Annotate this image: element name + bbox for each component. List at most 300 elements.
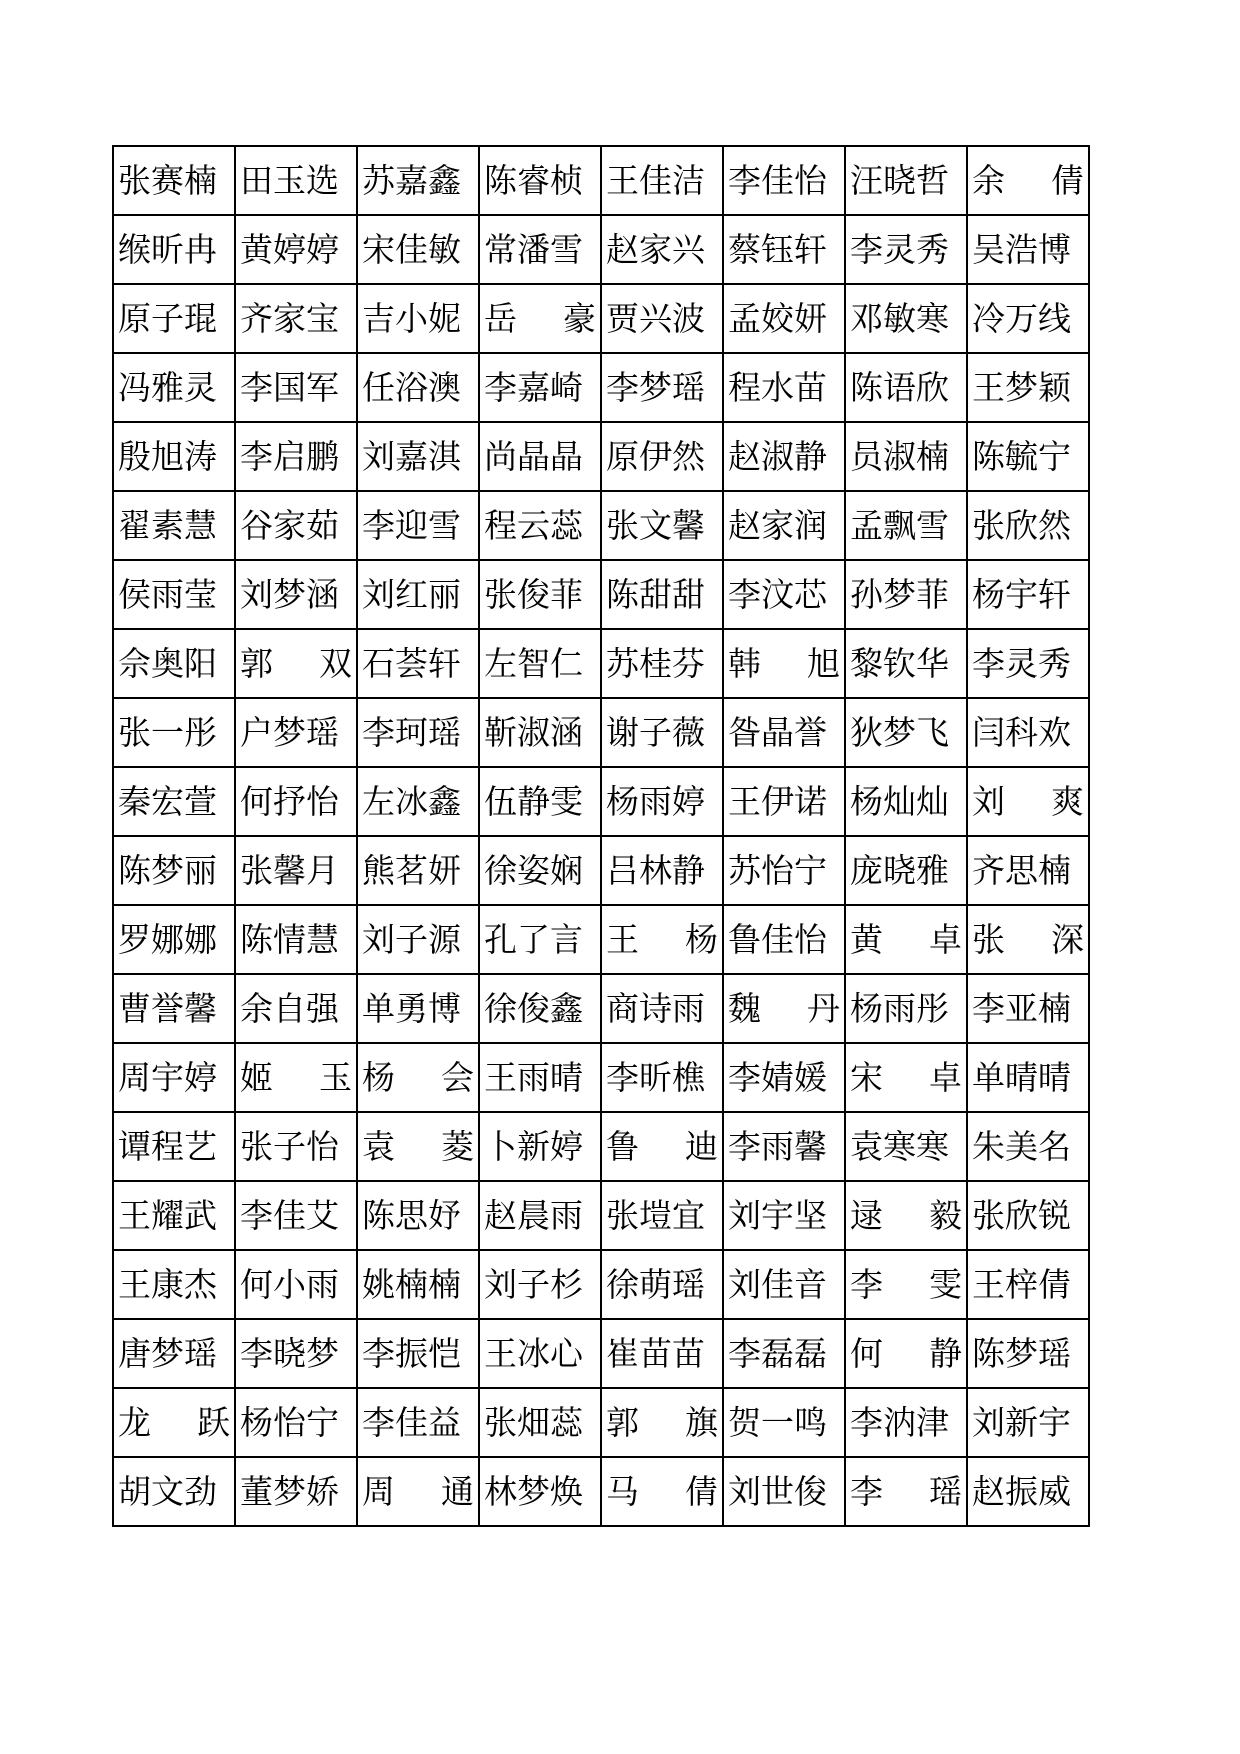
student-name: 张子怡 <box>240 1127 339 1166</box>
student-name: 王康杰 <box>118 1265 217 1304</box>
student-name: 李佳怡 <box>728 161 827 200</box>
name-cell <box>601 1319 723 1388</box>
name-cell <box>113 491 235 560</box>
name-cell <box>113 974 235 1043</box>
student-name: 郭 旗 <box>606 1403 718 1442</box>
name-cell <box>845 836 967 905</box>
name-cell <box>235 491 357 560</box>
name-cell <box>723 1043 845 1112</box>
name-cell <box>967 974 1089 1043</box>
name-cell <box>967 698 1089 767</box>
name-cell <box>235 1457 357 1526</box>
student-name: 李 瑶 <box>850 1472 962 1511</box>
name-cell <box>601 215 723 284</box>
student-name: 石荟轩 <box>362 644 461 683</box>
name-cell <box>113 698 235 767</box>
student-name: 刘子杉 <box>484 1265 583 1304</box>
student-name: 周宇婷 <box>118 1058 217 1097</box>
student-name: 余 倩 <box>972 161 1084 200</box>
name-cell <box>479 1319 601 1388</box>
table-row <box>113 1250 1089 1319</box>
student-name: 崔苗苗 <box>606 1334 705 1373</box>
name-cell <box>479 422 601 491</box>
name-cell <box>235 698 357 767</box>
name-cell <box>357 1112 479 1181</box>
student-name: 靳淑涵 <box>484 713 583 752</box>
name-cell <box>601 1388 723 1457</box>
name-cell <box>479 1181 601 1250</box>
student-name: 何抒怡 <box>240 782 339 821</box>
name-cell <box>235 146 357 215</box>
student-name: 徐萌瑶 <box>606 1265 705 1304</box>
name-cell <box>113 146 235 215</box>
name-cell <box>967 146 1089 215</box>
name-cell <box>235 284 357 353</box>
student-name: 孔了言 <box>484 920 583 959</box>
name-cell <box>967 629 1089 698</box>
name-cell <box>723 353 845 422</box>
name-cell <box>723 284 845 353</box>
table-row <box>113 1319 1089 1388</box>
name-cell <box>601 1457 723 1526</box>
student-name: 王耀武 <box>118 1196 217 1235</box>
student-name: 杨灿灿 <box>850 782 949 821</box>
student-name: 原子琨 <box>118 299 217 338</box>
name-cell <box>845 284 967 353</box>
name-cell <box>357 215 479 284</box>
name-cell <box>845 767 967 836</box>
name-cell <box>601 491 723 560</box>
name-cell <box>845 1250 967 1319</box>
student-name: 赵振威 <box>972 1472 1071 1511</box>
student-name: 汪晓哲 <box>850 161 949 200</box>
student-name: 赵晨雨 <box>484 1196 583 1235</box>
name-cell <box>601 1112 723 1181</box>
name-cell <box>967 1457 1089 1526</box>
student-name: 杨宇轩 <box>972 575 1071 614</box>
name-cell <box>601 629 723 698</box>
student-name: 张馨月 <box>240 851 339 890</box>
student-name: 陈情慧 <box>240 920 339 959</box>
name-cell <box>357 1250 479 1319</box>
name-cell <box>357 146 479 215</box>
name-cell <box>723 1457 845 1526</box>
table-row <box>113 836 1089 905</box>
student-name: 李雨馨 <box>728 1127 827 1166</box>
student-name: 岳 豪 <box>484 299 596 338</box>
student-name: 李珂瑶 <box>362 713 461 752</box>
student-name: 陈语欣 <box>850 368 949 407</box>
name-cell <box>479 1457 601 1526</box>
student-name: 刘世俊 <box>728 1472 827 1511</box>
name-cell <box>967 422 1089 491</box>
table-row <box>113 1043 1089 1112</box>
name-cell <box>357 1043 479 1112</box>
name-cell <box>235 905 357 974</box>
student-name: 李振恺 <box>362 1334 461 1373</box>
student-name: 田玉选 <box>240 161 339 200</box>
student-name: 苏怡宁 <box>728 851 827 890</box>
name-cell <box>235 1181 357 1250</box>
name-cell <box>845 974 967 1043</box>
student-name: 程云蕊 <box>484 506 583 545</box>
student-name: 王佳洁 <box>606 161 705 200</box>
name-cell <box>967 1112 1089 1181</box>
student-name: 杨雨婷 <box>606 782 705 821</box>
name-cell <box>357 698 479 767</box>
student-name: 左智仁 <box>484 644 583 683</box>
name-cell <box>845 353 967 422</box>
student-name: 胡文劲 <box>118 1472 217 1511</box>
student-name: 李迎雪 <box>362 506 461 545</box>
name-cell <box>601 836 723 905</box>
student-name: 尚晶晶 <box>484 437 583 476</box>
name-cell <box>967 767 1089 836</box>
student-name: 李灵秀 <box>850 230 949 269</box>
name-cell <box>967 284 1089 353</box>
table-row <box>113 1181 1089 1250</box>
student-name: 左冰鑫 <box>362 782 461 821</box>
student-name: 郭 双 <box>240 644 352 683</box>
name-cell <box>235 836 357 905</box>
name-cell <box>601 560 723 629</box>
table-row <box>113 1457 1089 1526</box>
student-name: 李婧媛 <box>728 1058 827 1097</box>
name-cell <box>357 767 479 836</box>
student-name: 杨雨彤 <box>850 989 949 1028</box>
student-name: 张畑蕊 <box>484 1403 583 1442</box>
name-cell <box>601 353 723 422</box>
name-cell <box>967 836 1089 905</box>
name-cell <box>479 1388 601 1457</box>
name-cell <box>967 491 1089 560</box>
student-name: 宋佳敏 <box>362 230 461 269</box>
student-name: 鲁佳怡 <box>728 920 827 959</box>
name-cell <box>479 905 601 974</box>
name-cell <box>235 767 357 836</box>
name-cell <box>967 1250 1089 1319</box>
student-name: 徐俊鑫 <box>484 989 583 1028</box>
name-cell <box>479 629 601 698</box>
name-cell <box>845 215 967 284</box>
student-name: 余自强 <box>240 989 339 1028</box>
student-name: 王冰心 <box>484 1334 583 1373</box>
name-cell <box>601 767 723 836</box>
name-cell <box>235 560 357 629</box>
name-cell <box>479 1112 601 1181</box>
student-name: 齐思楠 <box>972 851 1071 890</box>
name-cell <box>357 836 479 905</box>
name-cell <box>845 422 967 491</box>
student-name: 韩 旭 <box>728 644 840 683</box>
student-name: 常潘雪 <box>484 230 583 269</box>
name-cell <box>235 974 357 1043</box>
student-name: 陈毓宁 <box>972 437 1071 476</box>
name-cell <box>601 974 723 1043</box>
student-name: 刘 爽 <box>972 782 1084 821</box>
student-name: 魏 丹 <box>728 989 840 1028</box>
name-cell <box>479 836 601 905</box>
student-name: 单晴晴 <box>972 1058 1071 1097</box>
student-name: 董梦娇 <box>240 1472 339 1511</box>
student-name: 王 杨 <box>606 920 718 959</box>
student-name: 李晓梦 <box>240 1334 339 1373</box>
student-name: 缑昕冉 <box>118 230 217 269</box>
name-cell <box>723 560 845 629</box>
name-cell <box>601 284 723 353</box>
student-name: 罗娜娜 <box>118 920 217 959</box>
student-name: 陈睿桢 <box>484 161 583 200</box>
student-name: 刘红丽 <box>362 575 461 614</box>
student-name: 王梦颖 <box>972 368 1071 407</box>
student-name: 陈甜甜 <box>606 575 705 614</box>
student-name: 袁寒寒 <box>850 1127 949 1166</box>
student-name: 吴浩博 <box>972 230 1071 269</box>
student-name: 周 通 <box>362 1472 474 1511</box>
name-cell <box>113 1043 235 1112</box>
student-name: 赵淑静 <box>728 437 827 476</box>
name-cell <box>113 629 235 698</box>
table-row <box>113 698 1089 767</box>
student-name: 鲁 迪 <box>606 1127 718 1166</box>
name-cell <box>479 560 601 629</box>
student-name: 姚楠楠 <box>362 1265 461 1304</box>
name-cell <box>357 1457 479 1526</box>
name-cell <box>235 422 357 491</box>
student-name: 谢子薇 <box>606 713 705 752</box>
name-cell <box>967 1388 1089 1457</box>
name-cell <box>723 146 845 215</box>
student-name: 贾兴波 <box>606 299 705 338</box>
student-name: 昝晶誉 <box>728 713 827 752</box>
student-name: 唐梦瑶 <box>118 1334 217 1373</box>
student-name: 李亚楠 <box>972 989 1071 1028</box>
name-cell <box>723 629 845 698</box>
student-name: 张欣锐 <box>972 1196 1071 1235</box>
name-cell <box>479 284 601 353</box>
student-name: 曹誉馨 <box>118 989 217 1028</box>
student-name: 李启鹏 <box>240 437 339 476</box>
name-cell <box>357 905 479 974</box>
name-cell <box>235 353 357 422</box>
student-name: 张欣然 <box>972 506 1071 545</box>
table-row <box>113 905 1089 974</box>
student-name: 李昕樵 <box>606 1058 705 1097</box>
student-name: 侯雨莹 <box>118 575 217 614</box>
name-cell <box>235 1319 357 1388</box>
student-name: 李梦瑶 <box>606 368 705 407</box>
name-cell <box>479 1043 601 1112</box>
table-row <box>113 767 1089 836</box>
name-cell <box>723 215 845 284</box>
name-cell <box>357 491 479 560</box>
student-name: 何小雨 <box>240 1265 339 1304</box>
name-cell <box>235 629 357 698</box>
table-row <box>113 629 1089 698</box>
student-name: 谷家茹 <box>240 506 339 545</box>
name-cell <box>479 215 601 284</box>
name-cell <box>479 353 601 422</box>
student-name: 李灵秀 <box>972 644 1071 683</box>
student-name: 苏桂芬 <box>606 644 705 683</box>
student-name: 袁 菱 <box>362 1127 474 1166</box>
student-name: 蔡钰轩 <box>728 230 827 269</box>
student-name: 吕林静 <box>606 851 705 890</box>
name-cell <box>845 1181 967 1250</box>
student-name: 张俊菲 <box>484 575 583 614</box>
name-cell <box>723 491 845 560</box>
student-name: 刘梦涵 <box>240 575 339 614</box>
student-name: 陈思妤 <box>362 1196 461 1235</box>
student-name: 殷旭涛 <box>118 437 217 476</box>
student-name: 户梦瑶 <box>240 713 339 752</box>
name-cell <box>601 1250 723 1319</box>
student-name: 员淑楠 <box>850 437 949 476</box>
table-row <box>113 1388 1089 1457</box>
name-cell <box>845 629 967 698</box>
name-list-body <box>113 146 1089 1526</box>
student-name: 赵家润 <box>728 506 827 545</box>
name-cell <box>357 284 479 353</box>
student-name: 朱美名 <box>972 1127 1071 1166</box>
name-cell <box>235 1388 357 1457</box>
student-name: 李嘉崎 <box>484 368 583 407</box>
name-cell <box>845 1319 967 1388</box>
name-cell <box>357 629 479 698</box>
student-name: 翟素慧 <box>118 506 217 545</box>
table-row <box>113 1112 1089 1181</box>
student-name: 李国军 <box>240 368 339 407</box>
name-cell <box>479 698 601 767</box>
student-name: 刘新宇 <box>972 1403 1071 1442</box>
name-cell <box>357 1181 479 1250</box>
student-name: 王梓倩 <box>972 1265 1071 1304</box>
table-row <box>113 422 1089 491</box>
student-name: 张塏宜 <box>606 1196 705 1235</box>
name-cell <box>601 1043 723 1112</box>
name-cell <box>845 1043 967 1112</box>
table-row <box>113 560 1089 629</box>
name-cell <box>845 491 967 560</box>
student-name: 熊茗妍 <box>362 851 461 890</box>
name-cell <box>479 1250 601 1319</box>
name-cell <box>235 1112 357 1181</box>
name-cell <box>113 1388 235 1457</box>
student-name: 黄 卓 <box>850 920 962 959</box>
name-cell <box>723 905 845 974</box>
name-cell <box>113 905 235 974</box>
student-name: 何 静 <box>850 1334 962 1373</box>
student-name: 李汶芯 <box>728 575 827 614</box>
name-cell <box>967 353 1089 422</box>
name-cell <box>723 422 845 491</box>
name-cell <box>723 1388 845 1457</box>
student-name: 商诗雨 <box>606 989 705 1028</box>
student-name: 逯 毅 <box>850 1196 962 1235</box>
name-cell <box>845 1112 967 1181</box>
student-name: 龙 跃 <box>118 1403 230 1442</box>
student-name: 庞晓雅 <box>850 851 949 890</box>
name-cell <box>845 905 967 974</box>
name-cell <box>479 146 601 215</box>
student-name: 孟飘雪 <box>850 506 949 545</box>
table-row <box>113 146 1089 215</box>
name-cell <box>967 1319 1089 1388</box>
name-cell <box>113 1250 235 1319</box>
student-name: 刘嘉淇 <box>362 437 461 476</box>
name-cell <box>967 560 1089 629</box>
name-cell <box>601 1181 723 1250</box>
name-cell <box>113 1457 235 1526</box>
student-name: 狄梦飞 <box>850 713 949 752</box>
name-cell <box>845 1457 967 1526</box>
name-cell <box>601 905 723 974</box>
student-name: 邓敏寒 <box>850 299 949 338</box>
table-row <box>113 284 1089 353</box>
student-name: 张文馨 <box>606 506 705 545</box>
student-name: 黎钦华 <box>850 644 949 683</box>
student-name: 李佳艾 <box>240 1196 339 1235</box>
table-row <box>113 974 1089 1043</box>
name-cell <box>113 1319 235 1388</box>
student-name: 闫科欢 <box>972 713 1071 752</box>
name-cell <box>845 560 967 629</box>
student-name: 齐家宝 <box>240 299 339 338</box>
student-name: 孟姣妍 <box>728 299 827 338</box>
name-cell <box>113 836 235 905</box>
student-name: 孙梦菲 <box>850 575 949 614</box>
name-cell <box>723 974 845 1043</box>
student-name: 刘宇坚 <box>728 1196 827 1235</box>
student-name: 赵家兴 <box>606 230 705 269</box>
student-name: 黄婷婷 <box>240 230 339 269</box>
student-name: 杨怡宁 <box>240 1403 339 1442</box>
student-name: 杨 会 <box>362 1058 474 1097</box>
name-cell <box>113 767 235 836</box>
name-cell <box>357 353 479 422</box>
student-name: 王雨晴 <box>484 1058 583 1097</box>
name-cell <box>845 146 967 215</box>
name-cell <box>723 698 845 767</box>
student-name: 李佳益 <box>362 1403 461 1442</box>
student-name: 姬 玉 <box>240 1058 352 1097</box>
student-name: 秦宏萱 <box>118 782 217 821</box>
name-cell <box>357 422 479 491</box>
student-name: 谭程艺 <box>118 1127 217 1166</box>
student-name: 徐姿娴 <box>484 851 583 890</box>
name-cell <box>479 767 601 836</box>
student-name: 冷万线 <box>972 299 1071 338</box>
student-name: 单勇博 <box>362 989 461 1028</box>
student-name: 佘奥阳 <box>118 644 217 683</box>
name-cell <box>113 560 235 629</box>
name-cell <box>113 215 235 284</box>
student-name: 马 倩 <box>606 1472 718 1511</box>
name-cell <box>967 215 1089 284</box>
name-cell <box>357 1319 479 1388</box>
name-list-table <box>112 145 1090 1527</box>
name-cell <box>967 1043 1089 1112</box>
student-name: 苏嘉鑫 <box>362 161 461 200</box>
student-name: 宋 卓 <box>850 1058 962 1097</box>
table-row <box>113 353 1089 422</box>
name-cell <box>113 284 235 353</box>
name-cell <box>357 974 479 1043</box>
student-name: 李汭津 <box>850 1403 949 1442</box>
student-name: 张 深 <box>972 920 1084 959</box>
name-cell <box>113 422 235 491</box>
name-cell <box>601 146 723 215</box>
